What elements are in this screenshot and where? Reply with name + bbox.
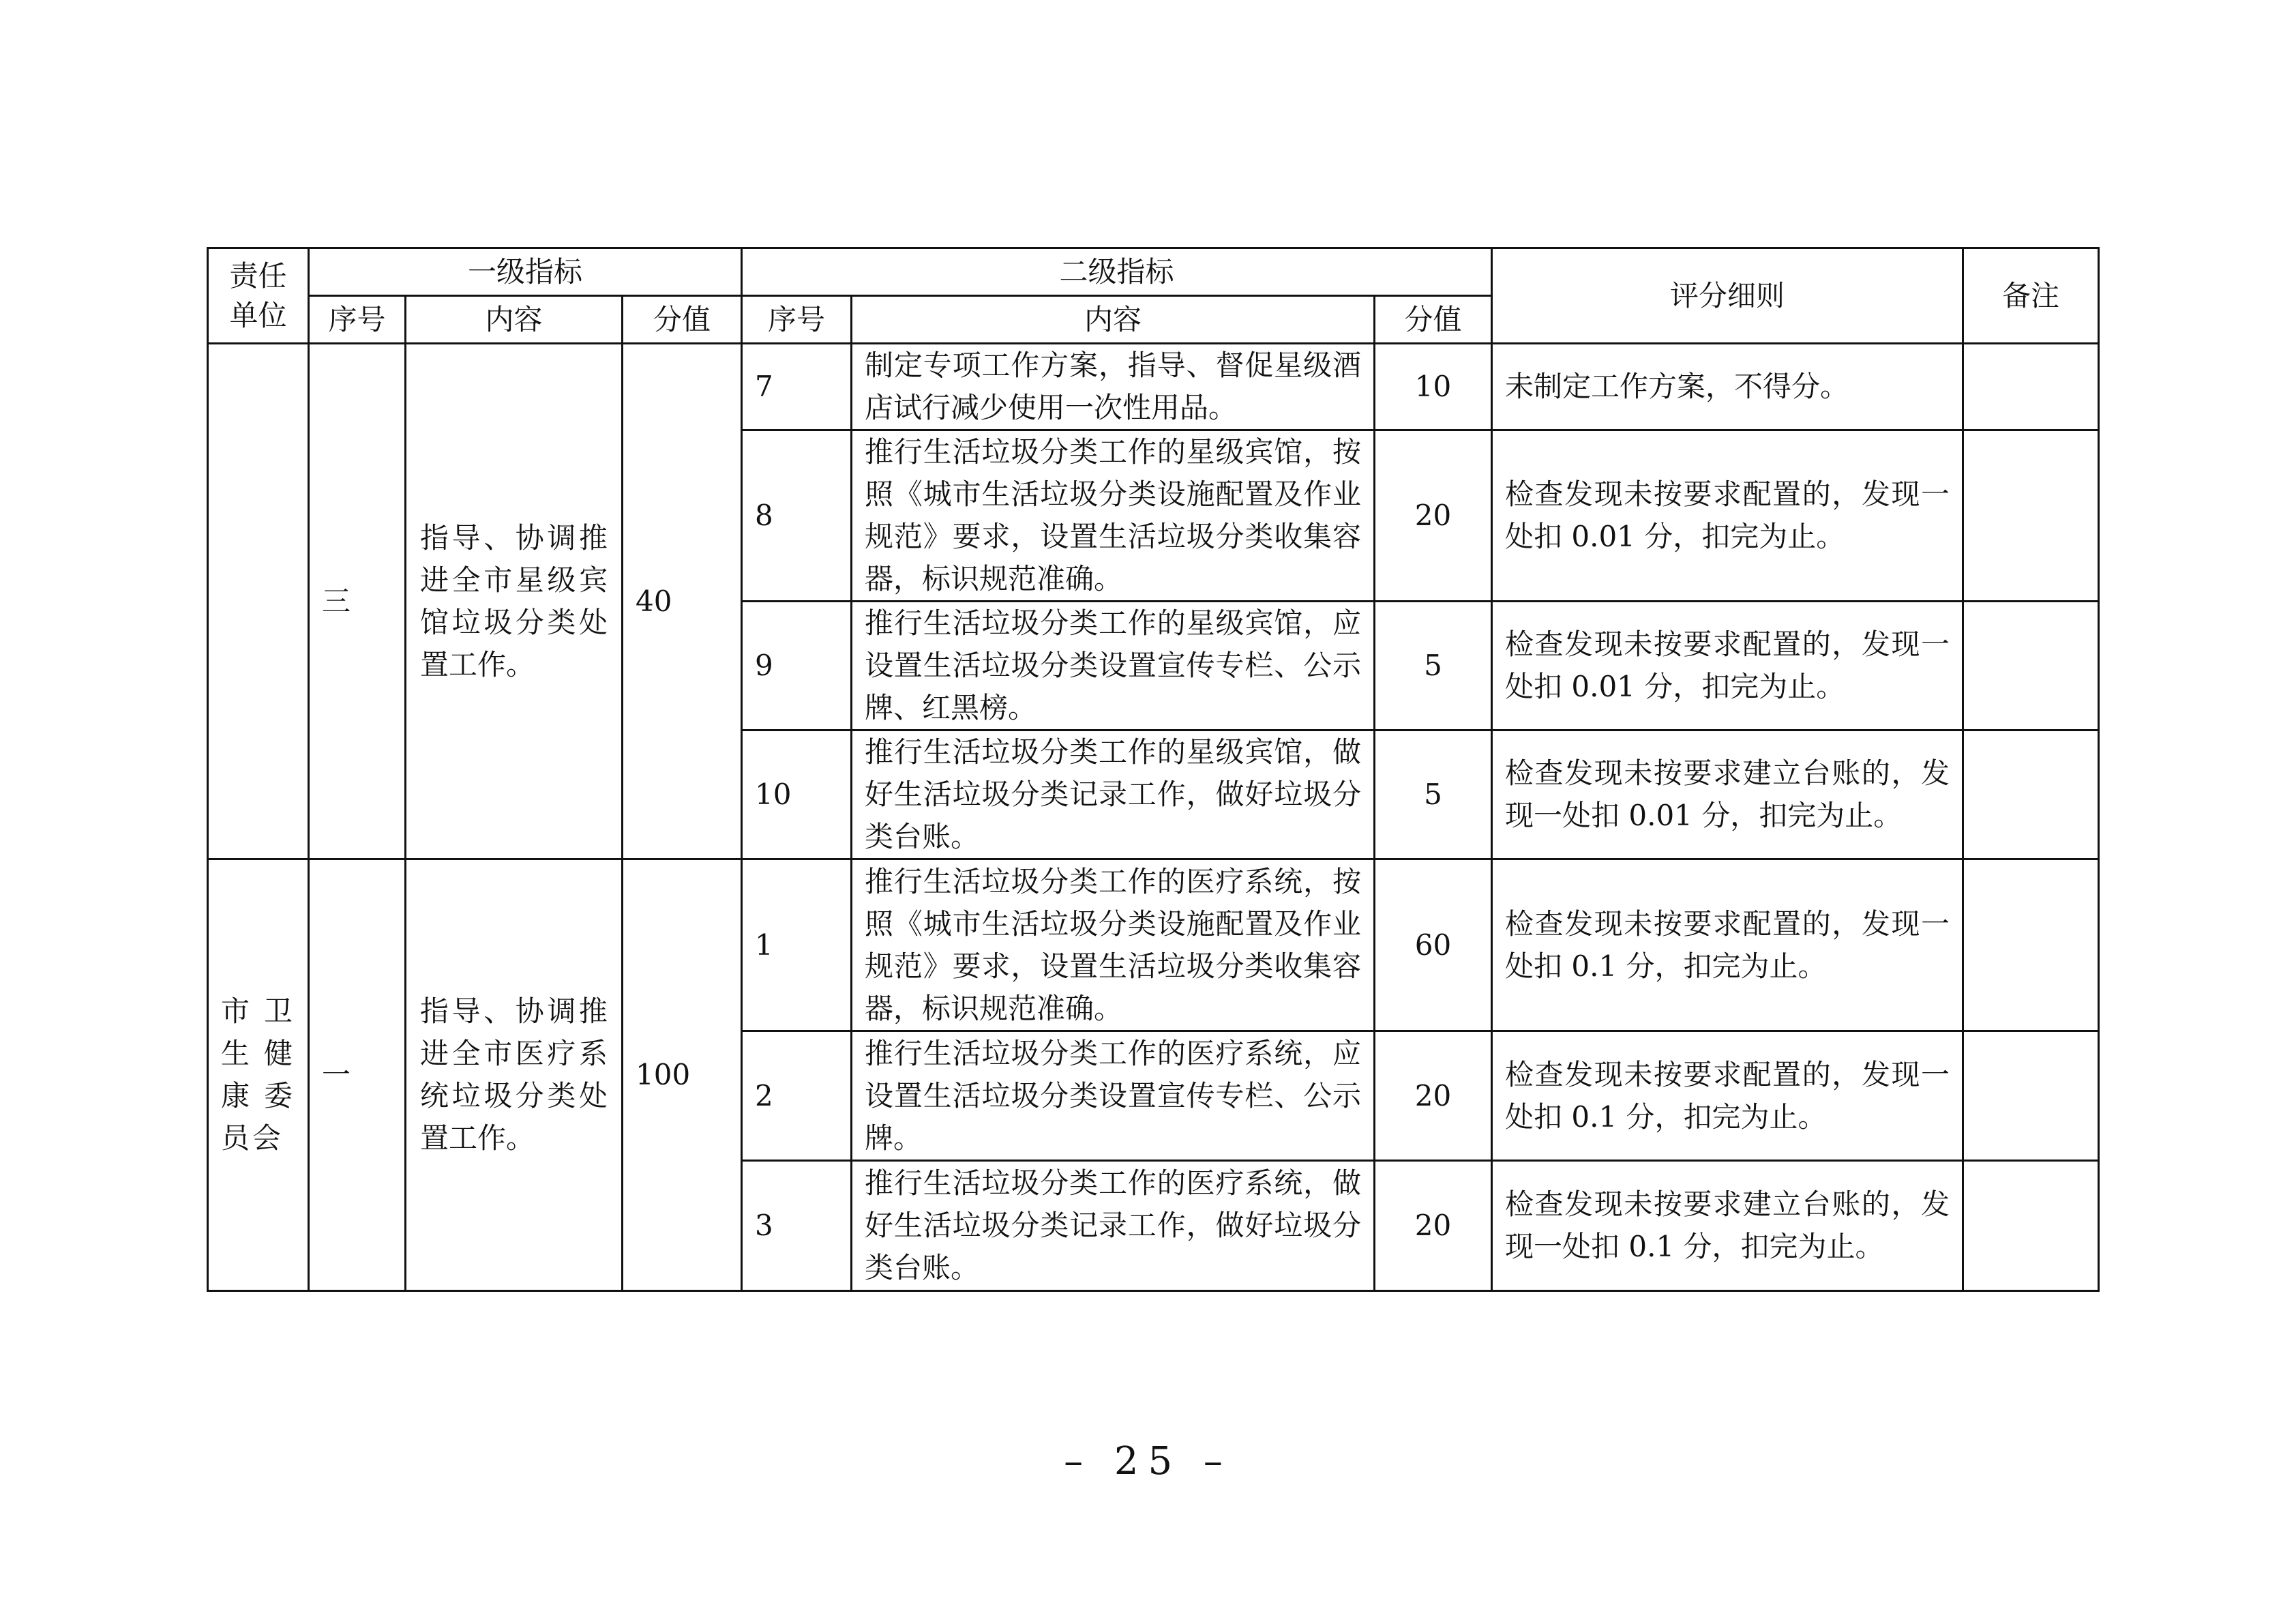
l2-content-cell: 推行生活垃圾分类工作的医疗系统，做好生活垃圾分类记录工作，做好垃圾分类台账。 (852, 1161, 1375, 1291)
note-cell (1963, 859, 2099, 1031)
l2-score-cell: 5 (1375, 730, 1492, 859)
header-level2: 二级指标 (742, 248, 1492, 296)
l1-seq-cell: 一 (309, 859, 406, 1291)
evaluation-table (207, 247, 2100, 1292)
l2-seq-cell: 8 (742, 430, 852, 602)
note-cell (1963, 430, 2099, 602)
header-rule: 评分细则 (1492, 248, 1963, 344)
l2-score-cell: 5 (1375, 602, 1492, 730)
l2-content-cell: 推行生活垃圾分类工作的星级宾馆，按照《城市生活垃圾分类设施配置及作业规范》要求，设置生活垃圾分类收集容器，标识规范准确。 (852, 430, 1375, 602)
l2-content-cell: 推行生活垃圾分类工作的医疗系统，按照《城市生活垃圾分类设施配置及作业规范》要求，设置生活垃圾分类收集容器，标识规范准确。 (852, 859, 1375, 1031)
note-cell (1963, 1031, 2099, 1161)
header-l1-content: 内容 (406, 296, 623, 344)
rule-cell: 检查发现未按要求配置的，发现一处扣 0.01 分，扣完为止。 (1492, 602, 1963, 730)
l2-score-cell: 20 (1375, 1031, 1492, 1161)
header-l1-seq: 序号 (309, 296, 406, 344)
l1-seq-cell: 三 (309, 344, 406, 859)
note-cell (1963, 730, 2099, 859)
l2-score-cell: 60 (1375, 859, 1492, 1031)
l2-seq-cell: 3 (742, 1161, 852, 1291)
header-note: 备注 (1963, 248, 2099, 344)
l2-score-cell: 20 (1375, 430, 1492, 602)
responsible-unit-cell (208, 344, 309, 859)
header-unit: 责任单位 (208, 248, 309, 344)
page-number: – 25 – (1064, 1439, 1232, 1483)
l1-score-cell: 100 (623, 859, 742, 1291)
rule-cell: 检查发现未按要求配置的，发现一处扣 0.01 分，扣完为止。 (1492, 430, 1963, 602)
l2-seq-cell: 1 (742, 859, 852, 1031)
note-cell (1963, 1161, 2099, 1291)
header-l1-score: 分值 (623, 296, 742, 344)
rule-cell: 检查发现未按要求建立台账的，发现一处扣 0.1 分，扣完为止。 (1492, 1161, 1963, 1291)
rule-cell: 检查发现未按要求建立台账的，发现一处扣 0.01 分，扣完为止。 (1492, 730, 1963, 859)
note-cell (1963, 344, 2099, 430)
l2-seq-cell: 7 (742, 344, 852, 430)
l2-content-cell: 推行生活垃圾分类工作的星级宾馆，应设置生活垃圾分类设置宣传专栏、公示牌、红黑榜。 (852, 602, 1375, 730)
table-row (208, 344, 2099, 430)
note-cell (1963, 602, 2099, 730)
l2-seq-cell: 2 (742, 1031, 852, 1161)
l2-score-cell: 10 (1375, 344, 1492, 430)
header-l2-seq: 序号 (742, 296, 852, 344)
rule-cell: 检查发现未按要求配置的，发现一处扣 0.1 分，扣完为止。 (1492, 859, 1963, 1031)
rule-cell: 未制定工作方案，不得分。 (1492, 344, 1963, 430)
l2-seq-cell: 10 (742, 730, 852, 859)
l2-content-cell: 推行生活垃圾分类工作的医疗系统，应设置生活垃圾分类设置宣传专栏、公示牌。 (852, 1031, 1375, 1161)
header-l2-score: 分值 (1375, 296, 1492, 344)
l1-score-cell: 40 (623, 344, 742, 859)
l2-seq-cell: 9 (742, 602, 852, 730)
header-level1: 一级指标 (309, 248, 742, 296)
l2-score-cell: 20 (1375, 1161, 1492, 1291)
responsible-unit-cell: 市卫生健康委员会 (208, 859, 309, 1291)
rule-cell: 检查发现未按要求配置的，发现一处扣 0.1 分，扣完为止。 (1492, 1031, 1963, 1161)
header-l2-content: 内容 (852, 296, 1375, 344)
table-row (208, 859, 2099, 1031)
l2-content-cell: 制定专项工作方案，指导、督促星级酒店试行减少使用一次性用品。 (852, 344, 1375, 430)
l1-content-cell: 指导、协调推进全市星级宾馆垃圾分类处置工作。 (406, 344, 623, 859)
l2-content-cell: 推行生活垃圾分类工作的星级宾馆，做好生活垃圾分类记录工作，做好垃圾分类台账。 (852, 730, 1375, 859)
l1-content-cell: 指导、协调推进全市医疗系统垃圾分类处置工作。 (406, 859, 623, 1291)
